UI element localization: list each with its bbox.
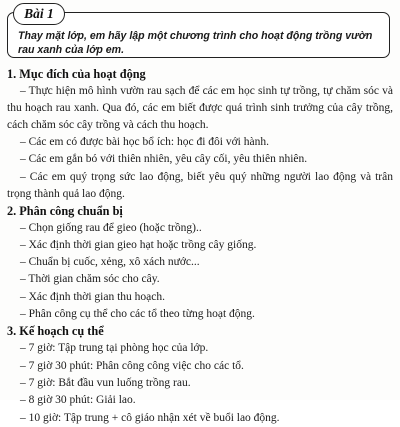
section-heading-preparation: 2. Phân công chuẩn bị: [7, 203, 123, 218]
list-item: – Các em quý trọng sức lao động, biết yêu quý những người lao động và trân trọng thành quả lao động.: [7, 170, 393, 200]
list-item: – 8 giờ 30 phút: Giải lao.: [20, 394, 136, 407]
answer-content: [7, 66, 393, 427]
task-prompt: Thay mặt lớp, em hãy lập một chương trình cho hoạt động trồng vườn rau xanh của lớp em.: [18, 30, 373, 56]
list-item: – Chọn giống rau để gieo (hoặc trồng)..: [20, 221, 202, 234]
list-item: – Chuẩn bị cuốc, xẻng, xô xách nước...: [20, 256, 200, 269]
lesson-badge: Bài 1: [13, 3, 65, 25]
list-item: – 10 giờ: Tập trung + cô giáo nhận xét về buổi lao động.: [20, 411, 280, 424]
section-heading-purpose: 1. Mục đích của hoạt động: [7, 67, 146, 81]
purpose-intro: – Thực hiện mô hình vườn rau sạch để các em học sinh tự trồng, tự chăm sóc và thu hoạch rau xanh. Qua đó, các em biết được quá trình sinh trưởng của cây trồng, cách chăm sóc cây trồng và cách thu hoạch.: [7, 85, 393, 131]
section-heading-plan: 3. Kế hoạch cụ thể: [7, 324, 104, 339]
list-item: – Các em gắn bó với thiên nhiên, yêu cây cối, yêu thiên nhiên.: [20, 153, 308, 166]
list-item: – Thời gian chăm sóc cho cây.: [20, 273, 160, 286]
list-item: – 7 giờ: Tập trung tại phòng học của lớp.: [20, 342, 209, 355]
list-item: – Xác định thời gian thu hoạch.: [20, 290, 166, 303]
list-item: – Các em có được bài học bổ ích: học đi đôi với hành.: [20, 136, 269, 148]
list-item: – 7 giờ: Bắt đầu vun luống trồng rau.: [20, 376, 191, 389]
task-box: [7, 6, 390, 58]
list-item: – Phân công cụ thể cho các tổ theo từng hoạt động.: [20, 308, 255, 321]
list-item: – Xác định thời gian gieo hạt hoặc trồng cây giống.: [20, 238, 257, 251]
list-item: – 7 giờ 30 phút: Phân công công việc cho các tổ.: [20, 359, 244, 372]
